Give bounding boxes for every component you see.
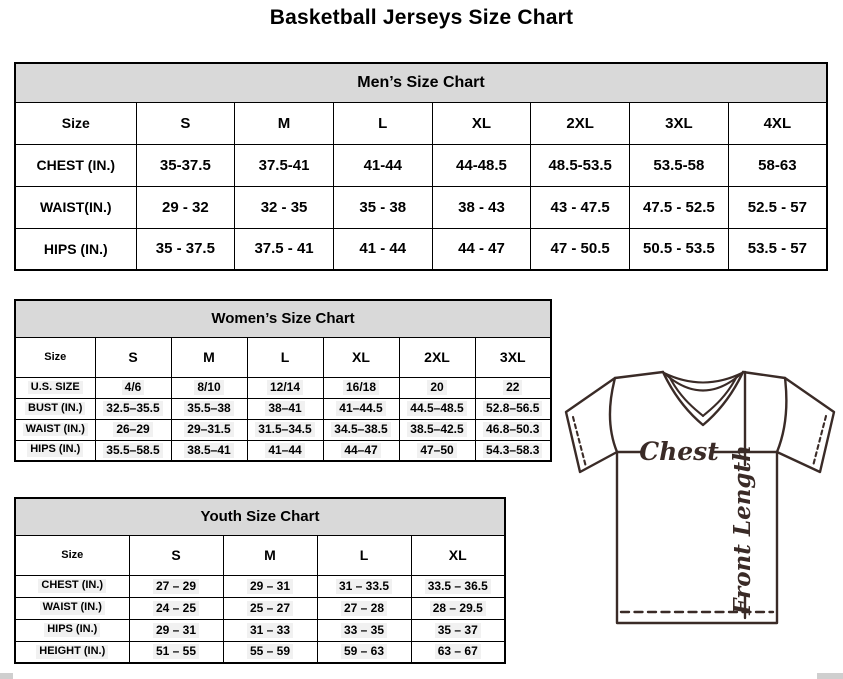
- value-cell: 24 – 25: [129, 597, 223, 619]
- value-cell: 35.5–58.5: [95, 440, 171, 461]
- value-cell: 29 – 31: [223, 575, 317, 597]
- value-cell: 34.5–38.5: [323, 419, 399, 440]
- youth-col-m: M: [223, 535, 317, 575]
- table-row: [15, 597, 505, 619]
- row-label: HIPS (IN.): [15, 440, 95, 461]
- value-cell: 31 – 33: [223, 619, 317, 641]
- mens-table-title: Men’s Size Chart: [15, 63, 827, 102]
- row-label: WAIST (IN.): [15, 419, 95, 440]
- value-cell: 32 - 35: [235, 186, 334, 228]
- value-cell: 37.5 - 41: [235, 228, 334, 270]
- womens-col-2xl: 2XL: [399, 337, 475, 377]
- mens-size-header: Size: [15, 102, 136, 144]
- value-cell: 50.5 - 53.5: [630, 228, 729, 270]
- value-cell: 12/14: [247, 377, 323, 398]
- womens-col-3xl: 3XL: [475, 337, 551, 377]
- row-label: CHEST (IN.): [15, 575, 129, 597]
- value-cell: 43 - 47.5: [531, 186, 630, 228]
- table-row: [15, 619, 505, 641]
- youth-col-s: S: [129, 535, 223, 575]
- value-cell: 35-37.5: [136, 144, 235, 186]
- value-cell: 31 – 33.5: [317, 575, 411, 597]
- mens-col-3xl: 3XL: [630, 102, 729, 144]
- row-label: CHEST (IN.): [15, 144, 136, 186]
- mens-col-2xl: 2XL: [531, 102, 630, 144]
- front-length-label: Front Length: [729, 445, 756, 615]
- table-row: [15, 144, 827, 186]
- table-row: [15, 419, 551, 440]
- table-row: [15, 377, 551, 398]
- value-cell: 20: [399, 377, 475, 398]
- value-cell: 35.5–38: [171, 398, 247, 419]
- value-cell: 51 – 55: [129, 641, 223, 663]
- value-cell: 29 – 31: [129, 619, 223, 641]
- value-cell: 53.5-58: [630, 144, 729, 186]
- value-cell: 59 – 63: [317, 641, 411, 663]
- value-cell: 47 - 50.5: [531, 228, 630, 270]
- value-cell: 55 – 59: [223, 641, 317, 663]
- value-cell: 63 – 67: [411, 641, 505, 663]
- table-row: [15, 641, 505, 663]
- bottom-left-fragment: [0, 673, 13, 679]
- value-cell: 41-44: [333, 144, 432, 186]
- youth-col-xl: XL: [411, 535, 505, 575]
- value-cell: 38 - 43: [432, 186, 531, 228]
- value-cell: 22: [475, 377, 551, 398]
- row-label: WAIST(IN.): [15, 186, 136, 228]
- table-row: [15, 228, 827, 270]
- page-title: Basketball Jerseys Size Chart: [269, 6, 574, 29]
- value-cell: 38.5–42.5: [399, 419, 475, 440]
- value-cell: 58-63: [728, 144, 827, 186]
- value-cell: 35 - 37.5: [136, 228, 235, 270]
- value-cell: 29 - 32: [136, 186, 235, 228]
- womens-table-title: Women’s Size Chart: [15, 300, 551, 337]
- value-cell: 47.5 - 52.5: [630, 186, 729, 228]
- value-cell: 35 – 37: [411, 619, 505, 641]
- value-cell: 47–50: [399, 440, 475, 461]
- value-cell: 26–29: [95, 419, 171, 440]
- mens-col-l: L: [333, 102, 432, 144]
- row-label: BUST (IN.): [15, 398, 95, 419]
- mens-col-xl: XL: [432, 102, 531, 144]
- row-label: HIPS (IN.): [15, 619, 129, 641]
- row-label: WAIST (IN.): [15, 597, 129, 619]
- mens-size-table: [14, 62, 828, 271]
- table-row: [15, 575, 505, 597]
- value-cell: 41–44.5: [323, 398, 399, 419]
- value-cell: 4/6: [95, 377, 171, 398]
- value-cell: 32.5–35.5: [95, 398, 171, 419]
- table-row: [15, 186, 827, 228]
- value-cell: 29–31.5: [171, 419, 247, 440]
- value-cell: 25 – 27: [223, 597, 317, 619]
- value-cell: 31.5–34.5: [247, 419, 323, 440]
- row-label: HIPS (IN.): [15, 228, 136, 270]
- value-cell: 33 – 35: [317, 619, 411, 641]
- value-cell: 8/10: [171, 377, 247, 398]
- value-cell: 46.8–50.3: [475, 419, 551, 440]
- table-row: [15, 440, 551, 461]
- youth-table-title: Youth Size Chart: [15, 498, 505, 535]
- value-cell: 53.5 - 57: [728, 228, 827, 270]
- womens-col-m: M: [171, 337, 247, 377]
- womens-col-s: S: [95, 337, 171, 377]
- value-cell: 16/18: [323, 377, 399, 398]
- row-label: U.S. SIZE: [15, 377, 95, 398]
- value-cell: 38–41: [247, 398, 323, 419]
- row-label: HEIGHT (IN.): [15, 641, 129, 663]
- youth-col-l: L: [317, 535, 411, 575]
- womens-col-xl: XL: [323, 337, 399, 377]
- mens-col-s: S: [136, 102, 235, 144]
- value-cell: 52.8–56.5: [475, 398, 551, 419]
- womens-size-header: Size: [15, 337, 95, 377]
- chest-label: Chest: [639, 437, 719, 466]
- jersey-measurement-diagram: [560, 362, 841, 662]
- womens-size-table: [14, 299, 552, 462]
- value-cell: 35 - 38: [333, 186, 432, 228]
- value-cell: 27 – 29: [129, 575, 223, 597]
- value-cell: 54.3–58.3: [475, 440, 551, 461]
- youth-size-table: [14, 497, 506, 664]
- value-cell: 52.5 - 57: [728, 186, 827, 228]
- jersey-outline: [566, 372, 834, 623]
- value-cell: 37.5-41: [235, 144, 334, 186]
- value-cell: 48.5-53.5: [531, 144, 630, 186]
- bottom-right-fragment: [817, 673, 843, 679]
- value-cell: 41–44: [247, 440, 323, 461]
- value-cell: 44-48.5: [432, 144, 531, 186]
- value-cell: 33.5 – 36.5: [411, 575, 505, 597]
- youth-size-header: Size: [15, 535, 129, 575]
- value-cell: 44–47: [323, 440, 399, 461]
- value-cell: 41 - 44: [333, 228, 432, 270]
- value-cell: 44.5–48.5: [399, 398, 475, 419]
- value-cell: 44 - 47: [432, 228, 531, 270]
- womens-col-l: L: [247, 337, 323, 377]
- mens-col-m: M: [235, 102, 334, 144]
- value-cell: 28 – 29.5: [411, 597, 505, 619]
- value-cell: 27 – 28: [317, 597, 411, 619]
- value-cell: 38.5–41: [171, 440, 247, 461]
- table-row: [15, 398, 551, 419]
- mens-col-4xl: 4XL: [728, 102, 827, 144]
